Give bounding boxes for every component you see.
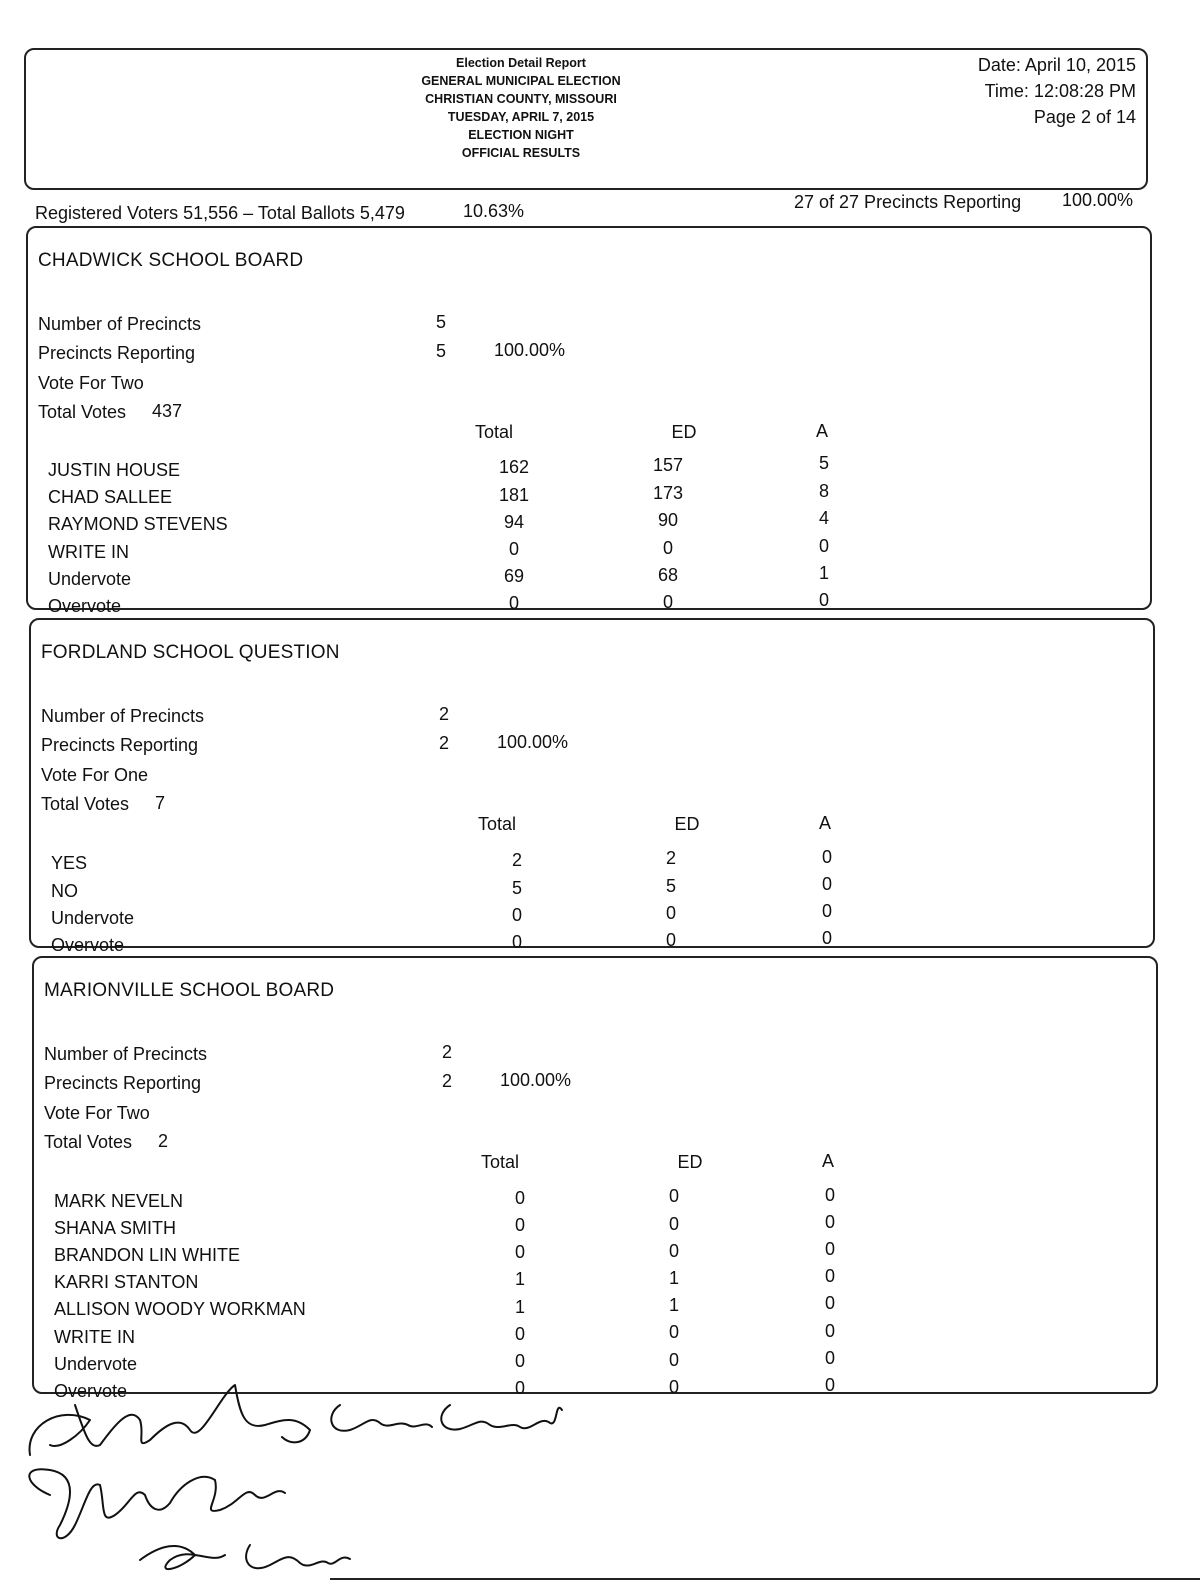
report-date: Date: April 10, 2015 xyxy=(977,55,1136,75)
candidate-name: CHAD SALLEE xyxy=(48,487,173,507)
a-value: 0 xyxy=(824,1212,835,1232)
total-votes-value: 2 xyxy=(158,1131,169,1151)
column-header-ed: ED xyxy=(677,1152,703,1172)
total-value: 0 xyxy=(514,1188,525,1208)
ed-value: 2 xyxy=(665,848,676,868)
contest-section xyxy=(26,226,1152,616)
total-votes-label: Total Votes xyxy=(38,402,127,422)
total-value: 1 xyxy=(514,1269,525,1289)
bottom-rule xyxy=(330,1578,1200,1580)
ed-value: 1 xyxy=(668,1268,679,1288)
ed-value: 68 xyxy=(657,565,679,585)
choice-name: NO xyxy=(51,881,78,901)
total-value: 0 xyxy=(514,1242,525,1262)
contest-title: MARIONVILLE SCHOOL BOARD xyxy=(44,980,335,1001)
total-value: 0 xyxy=(511,905,522,925)
total-value: 0 xyxy=(508,539,519,559)
ed-value: 0 xyxy=(668,1377,679,1397)
ed-value: 0 xyxy=(668,1241,679,1261)
candidate-name: WRITE IN xyxy=(54,1327,135,1347)
a-value: 1 xyxy=(818,563,829,583)
a-value: 5 xyxy=(818,453,829,473)
num-precincts-label: Number of Precincts xyxy=(38,314,202,334)
num-precincts-value: 2 xyxy=(441,1042,452,1062)
contest-section xyxy=(29,618,1155,955)
total-votes-value: 7 xyxy=(155,793,166,813)
column-header-total: Total xyxy=(474,422,514,442)
num-precincts-label: Number of Precincts xyxy=(44,1044,208,1064)
column-header-total: Total xyxy=(477,814,517,834)
total-value: 162 xyxy=(498,457,530,477)
a-value: 0 xyxy=(824,1266,835,1286)
precincts-reporting-percent: 100.00% xyxy=(497,732,569,752)
num-precincts-value: 5 xyxy=(435,312,446,332)
ed-value: 0 xyxy=(665,903,676,923)
a-value: 0 xyxy=(824,1293,835,1313)
report-title-line: ELECTION NIGHT xyxy=(468,128,574,142)
num-precincts-label: Number of Precincts xyxy=(41,706,205,726)
total-value: 5 xyxy=(511,878,522,898)
candidate-name: ALLISON WOODY WORKMAN xyxy=(54,1299,306,1319)
column-header-a: A xyxy=(815,421,828,441)
a-value: 0 xyxy=(821,928,832,948)
column-header-a: A xyxy=(818,813,831,833)
ed-value: 157 xyxy=(652,455,684,475)
column-header-ed: ED xyxy=(671,422,697,442)
candidate-name: Undervote xyxy=(54,1354,138,1374)
handwritten-signatures xyxy=(20,1375,620,1585)
ed-value: 173 xyxy=(652,483,684,503)
a-value: 0 xyxy=(824,1321,835,1341)
a-value: 4 xyxy=(818,508,829,528)
contest-title: FORDLAND SCHOOL QUESTION xyxy=(41,642,340,663)
candidate-name: Undervote xyxy=(48,569,132,589)
a-value: 0 xyxy=(824,1348,835,1368)
total-value: 0 xyxy=(508,593,519,613)
ed-value: 0 xyxy=(665,930,676,950)
candidate-name: KARRI STANTON xyxy=(54,1272,199,1292)
turnout-percent: 10.63% xyxy=(463,201,525,221)
total-value: 0 xyxy=(514,1215,525,1235)
precincts-reporting-label: Precincts Reporting xyxy=(44,1073,202,1093)
ed-value: 0 xyxy=(662,538,673,558)
total-value: 0 xyxy=(511,932,522,952)
vote-for: Vote For One xyxy=(41,765,149,785)
total-votes-label: Total Votes xyxy=(44,1132,133,1152)
total-value: 0 xyxy=(514,1378,525,1398)
a-value: 0 xyxy=(824,1185,835,1205)
precincts-reporting-label: Precincts Reporting xyxy=(38,343,196,363)
ed-value: 0 xyxy=(668,1350,679,1370)
report-page: Page 2 of 14 xyxy=(1033,107,1136,127)
precincts-reporting-label: Precincts Reporting xyxy=(41,735,199,755)
total-value: 1 xyxy=(514,1297,525,1317)
choice-name: Undervote xyxy=(51,908,135,928)
registered-voters: Registered Voters 51,556 – Total Ballots 5,479 xyxy=(35,203,405,223)
a-value: 0 xyxy=(821,901,832,921)
report-title-line: OFFICIAL RESULTS xyxy=(461,146,581,160)
report-header-box xyxy=(24,48,1148,190)
report-title-block xyxy=(356,54,686,162)
report-title-line: TUESDAY, APRIL 7, 2015 xyxy=(447,110,595,124)
report-meta xyxy=(978,52,1136,130)
total-votes-value: 437 xyxy=(152,401,183,421)
precincts-reporting-percent: 100.00% xyxy=(500,1070,572,1090)
ed-value: 1 xyxy=(668,1295,679,1315)
precincts-reporting-value: 2 xyxy=(441,1071,452,1091)
ed-value: 5 xyxy=(665,876,676,896)
report-title-line: Election Detail Report xyxy=(456,56,586,70)
ed-value: 0 xyxy=(668,1186,679,1206)
candidate-name: MARK NEVELN xyxy=(54,1191,184,1211)
a-value: 0 xyxy=(821,874,832,894)
precincts-reporting-summary: 27 of 27 Precincts Reporting xyxy=(794,192,1022,212)
total-value: 181 xyxy=(498,485,530,505)
column-header-ed: ED xyxy=(674,814,700,834)
a-value: 8 xyxy=(818,481,829,501)
num-precincts-value: 2 xyxy=(438,704,449,724)
candidate-name: BRANDON LIN WHITE xyxy=(54,1245,241,1265)
total-value: 2 xyxy=(511,850,522,870)
total-value: 69 xyxy=(503,566,525,586)
candidate-name: RAYMOND STEVENS xyxy=(48,514,228,534)
vote-for: Vote For Two xyxy=(38,373,144,393)
ed-value: 90 xyxy=(657,510,679,530)
column-header-a: A xyxy=(821,1151,834,1171)
candidate-name: WRITE IN xyxy=(48,542,129,562)
candidate-name: JUSTIN HOUSE xyxy=(48,460,181,480)
report-title-line: CHRISTIAN COUNTY, MISSOURI xyxy=(425,92,617,106)
candidate-name: Overvote xyxy=(54,1381,128,1401)
a-value: 0 xyxy=(818,536,829,556)
vote-for: Vote For Two xyxy=(44,1103,150,1123)
a-value: 0 xyxy=(824,1375,835,1395)
choice-name: YES xyxy=(51,853,88,873)
report-time: Time: 12:08:28 PM xyxy=(984,81,1136,101)
candidate-name: SHANA SMITH xyxy=(54,1218,177,1238)
contest-title: CHADWICK SCHOOL BOARD xyxy=(38,250,304,271)
report-title-line: GENERAL MUNICIPAL ELECTION xyxy=(421,74,621,88)
ed-value: 0 xyxy=(668,1214,679,1234)
precincts-reporting-percent: 100.00% xyxy=(1062,190,1134,210)
column-header-total: Total xyxy=(480,1152,520,1172)
total-value: 0 xyxy=(514,1324,525,1344)
ed-value: 0 xyxy=(662,592,673,612)
choice-name: Overvote xyxy=(51,935,125,955)
a-value: 0 xyxy=(818,590,829,610)
total-value: 0 xyxy=(514,1351,525,1371)
total-votes-label: Total Votes xyxy=(41,794,130,814)
precincts-reporting-value: 2 xyxy=(438,733,449,753)
ed-value: 0 xyxy=(668,1322,679,1342)
a-value: 0 xyxy=(824,1239,835,1259)
total-value: 94 xyxy=(503,512,525,532)
candidate-name: Overvote xyxy=(48,596,122,616)
precincts-reporting-percent: 100.00% xyxy=(494,340,566,360)
contest-section xyxy=(32,956,1158,1401)
precincts-reporting-value: 5 xyxy=(435,341,446,361)
a-value: 0 xyxy=(821,847,832,867)
